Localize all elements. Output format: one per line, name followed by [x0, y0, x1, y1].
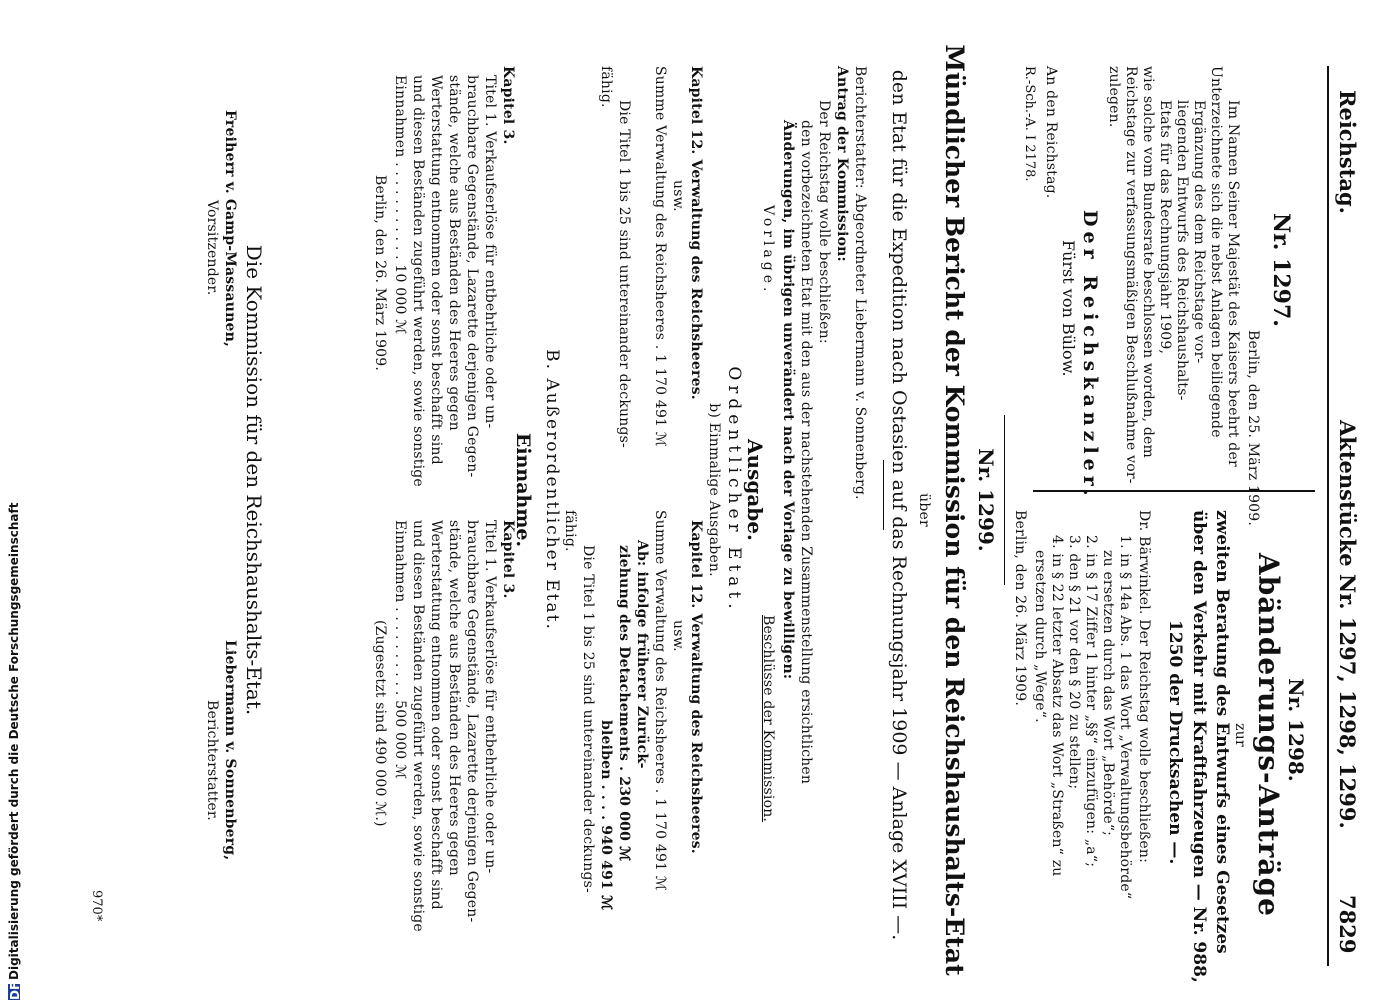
footer-mark: 970* — [89, 890, 104, 922]
column-rule — [1033, 490, 1315, 492]
left-einnahme-line-2: brauchbare Gegenstände, Lazarette derjenigen Gegen- — [464, 75, 480, 478]
doc1298-intro: Dr. Bärwinkel. Der Reichstag wolle beschließen: — [1136, 510, 1152, 864]
right-titel-note: Die Titel 1 bis 25 sind untereinander deckungs- — [580, 545, 596, 893]
left-summe: Summe Verwaltung des Reichsheeres . 1 170 491 ℳ — [652, 66, 668, 447]
doc1297-line-5: Etats für das Rechnungsjahr 1909, — [1157, 100, 1173, 355]
dfg-margin-note — [3, 0, 21, 1000]
einmalig-heading: b) Einmalige Ausgaben. — [706, 403, 722, 577]
doc1299-ueber: über — [916, 493, 932, 527]
ausserordentlich-heading: B. Außerordentlicher Etat. — [542, 349, 562, 631]
right-ab: Ab: infolge früherer Zurück- — [634, 540, 650, 769]
right-bleiben: bleiben . . . . 940 491 ℳ — [598, 720, 614, 911]
doc1299-subject: den Etat für die Expedition nach Ostasien auf das Rechnungsjahr 1909 — Anlage XVIII —. — [888, 69, 910, 941]
header-center: Aktenstücke Nr. 1297, 1298, 1299. — [1335, 420, 1360, 829]
section-rule — [1004, 415, 1005, 585]
right-ab-2: ziehung des Detachements . 230 000 ℳ — [616, 545, 632, 862]
doc1297-title: Nr. 1297. — [1268, 213, 1294, 327]
left-einnahme-line-1: Titel 1. Verkaufserlöse für entbehrliche oder un- — [482, 75, 498, 429]
doc1297-signer-title: Der Reichskanzler. — [1079, 210, 1101, 501]
doc1298-line-2: über den Verkehr mit Kraftfahrzeugen — Nr. 988, — [1189, 510, 1209, 983]
page-number: 7829 — [1335, 895, 1360, 954]
ordentlich-heading: Ordentlicher Etat. — [724, 366, 744, 614]
left-titel-note: Die Titel 1 bis 25 sind untereinander deckungs- — [616, 100, 632, 448]
doc1297-address: An den Reichstag. — [1043, 66, 1059, 199]
ausgabe-heading: Ausgabe. — [743, 439, 767, 541]
doc1298-item-1: 1. in § 14a Abs. 1 das Wort „Verwaltungsbehörde“ — [1117, 535, 1133, 900]
right-einnahme-line-3: stände, welche aus Beständen des Heeres gegen — [446, 520, 462, 876]
doc1297-line-6: wie solche vom Bundesrate beschlossen worden, dem — [1140, 66, 1156, 459]
right-kapitel: Kapitel 12. Verwaltung des Reichsheeres. — [688, 520, 704, 854]
doc1299-body-2: den vorbezeichneten Etat mit den aus der nachstehenden Zusammenstellung ersichtlichen — [798, 120, 814, 785]
doc1299-heading: Mündlicher Bericht der Kommission für den Reichshaushalts-Etat — [940, 44, 969, 976]
chair-name: Freiherr v. Gamp-Massaunen, — [222, 110, 238, 348]
left-einnahme-kapitel: Kapitel 3. — [500, 66, 516, 145]
right-einnahme-line-5: und diesen Beständen zugeführt werden, sowie sonstige — [410, 520, 426, 932]
left-einnahme-line-4: Werterstattung entnommen oder sonst beschafft sind — [428, 75, 444, 465]
reporter-name: Liebermann v. Sonnenberg, — [222, 640, 238, 861]
chair-role: Vorsitzender. — [204, 200, 220, 296]
doc1298-item-1b: zu ersetzen durch das Wort „Behörde“; — [1100, 550, 1116, 837]
doc1299-body-1: Der Reichstag wolle beschließen: — [816, 100, 832, 344]
dfg-margin-text: Digitalisierung gefördert durch die Deutsche Forschungsgemeinschaft — [7, 502, 21, 980]
subject-rule — [883, 460, 884, 530]
doc1297-line-1: Im Namen Seiner Majestät des Kaisers beehrt der — [1225, 100, 1241, 467]
right-titel-note-2: fähig. — [562, 510, 578, 552]
right-einnahme-kapitel: Kapitel 3. — [500, 520, 516, 599]
doc1297-line-3: Ergänzung des dem Reichstage vor- — [1191, 100, 1207, 364]
doc1297-reference: R.-Sch.-A. I 2178. — [1022, 66, 1037, 182]
doc1299-body-3: Änderungen, im übrigen unverändert nach der Vorlage zu bewilligen: — [780, 120, 796, 680]
commission-line: Die Kommission für den Reichshaushalts-Etat. — [242, 244, 266, 716]
doc1299-reporter: Berichterstatter: Abgeordneter Liebermann v. Sonnenberg. — [852, 66, 868, 500]
doc1299-title: Nr. 1299. — [974, 448, 998, 552]
doc1297-line-8: zulegen. — [1106, 66, 1122, 128]
doc1298-item-4b: ersetzen durch „Wege“. — [1032, 550, 1048, 723]
doc1297-line-7: Reichstage zur verfassungsmäßigen Beschlußnahme vor- — [1123, 66, 1139, 484]
right-einnahme-line-1: Titel 1. Verkaufserlöse für entbehrliche oder un- — [482, 520, 498, 874]
right-einnahme-line-6: Einnahmen . . . . . . . . . . 500 000 ℳ — [392, 520, 408, 780]
doc1297-line-4: liegenden Entwurfs des Reichshaushalts- — [1174, 100, 1190, 401]
reporter-role: Berichterstatter. — [204, 700, 220, 821]
doc1298-zur: zur — [1232, 723, 1248, 747]
dfg-logo: DFG — [7, 971, 22, 1000]
einnahme-heading: Einnahme. — [512, 432, 534, 548]
header-left: Reichstag. — [1335, 90, 1360, 214]
header-rule — [1327, 66, 1329, 966]
doc1298-item-3: 3. den § 21 vor den § 20 zu stellen; — [1066, 535, 1082, 790]
doc1297-line-2: Unterzeichnete sich die nebst Anlagen beiliegende — [1208, 66, 1224, 438]
doc1298-item-4: 4. in § 22 letzter Absatz das Wort „Straßen“ zu — [1049, 535, 1065, 877]
doc1298-title: Nr. 1298. — [1284, 678, 1308, 782]
doc1298-line-1: zweiten Beratung des Entwurfs eines Gesetzes — [1212, 510, 1232, 954]
left-einnahme-line-5: und diesen Beständen zugeführt werden, sowie sonstige — [410, 75, 426, 487]
left-einnahme-date: Berlin, den 26. März 1909. — [372, 175, 388, 372]
right-summe: Summe Verwaltung des Reichsheeres . 1 170 491 ℳ — [652, 510, 668, 891]
doc1299-antrag: Antrag der Kommission: — [834, 66, 850, 262]
left-einnahme-line-3: stände, welche aus Beständen des Heeres gegen — [446, 75, 462, 431]
doc1297-date: Berlin, den 25. März 1909. — [1245, 330, 1261, 527]
left-kapitel: Kapitel 12. Verwaltung des Reichsheeres. — [688, 66, 704, 400]
doc1298-item-2: 2. in § 17 Ziffer 1 hinter „§§“ einzufügen: „a“; — [1083, 535, 1099, 868]
left-einnahme-line-6: Einnahmen . . . . . . . . . . . 10 000 ℳ — [392, 75, 408, 335]
right-einnahme-zugesetzt: (Zugesetzt sind 490 000 ℳ.) — [372, 620, 388, 827]
column-vorlage: Vorlage. — [760, 205, 776, 296]
doc1298-heading: Abänderungs-Anträge — [1252, 553, 1285, 917]
right-einnahme-line-4: Werterstattung entnommen oder sonst beschafft sind — [428, 520, 444, 910]
doc1298-date: Berlin, den 26. März 1909. — [1012, 510, 1028, 707]
right-einnahme-line-2: brauchbare Gegenstände, Lazarette derjenigen Gegen- — [464, 520, 480, 923]
doc1298-line-3: 1250 der Drucksachen —. — [1165, 620, 1185, 865]
doc1297-signer-name: Fürst von Bülow. — [1059, 240, 1078, 377]
right-usw: usw. — [670, 620, 686, 652]
column-beschluesse: Beschlüsse der Kommission. — [760, 615, 776, 823]
left-titel-note-2: fähig. — [598, 66, 614, 108]
left-usw: usw. — [670, 180, 686, 212]
